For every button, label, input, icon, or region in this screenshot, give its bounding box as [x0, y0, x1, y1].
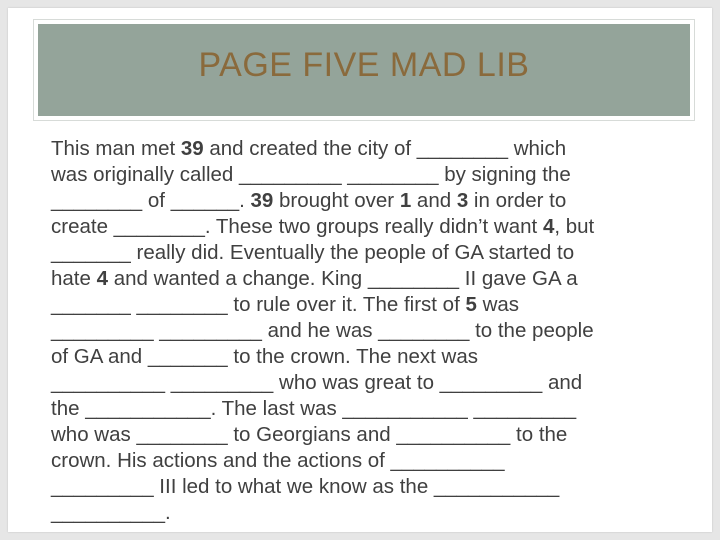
text-line: [51, 188, 691, 214]
text-segment: create ________. These two groups really didn’t want: [51, 215, 543, 238]
text-segment: the ___________. The last was ___________ _________: [51, 397, 577, 420]
text-segment: __________ _________ who was great to _________ and: [51, 371, 583, 394]
text-line: [51, 136, 691, 162]
text-line: [51, 448, 691, 474]
number-clue: 4: [542, 215, 555, 238]
text-segment: and created the city of ________ which: [203, 137, 567, 160]
text-line: [51, 266, 691, 292]
text-segment: was: [476, 293, 520, 316]
text-segment: _________ _________ and he was ________ to the people: [51, 319, 594, 342]
text-segment: who was ________ to Georgians and __________ to the: [51, 423, 568, 446]
text-segment: hate: [51, 267, 97, 290]
text-segment: __________.: [51, 501, 171, 524]
number-clue: 39: [250, 189, 274, 212]
text-line: [51, 474, 691, 500]
text-segment: crown. His actions and the actions of __________: [51, 449, 505, 472]
title-banner: [34, 20, 694, 120]
text-line: [51, 162, 691, 188]
number-clue: 5: [465, 293, 477, 316]
text-line: [51, 292, 691, 318]
text-segment: ________ of ______.: [51, 189, 251, 212]
text-line: [51, 396, 691, 422]
text-line: [51, 240, 691, 266]
text-line: [51, 500, 691, 526]
number-clue: 3: [456, 189, 469, 212]
text-segment: in order to: [468, 189, 567, 212]
text-segment: This man met: [51, 137, 181, 160]
text-segment: _________ III led to what we know as the ___________: [51, 475, 560, 498]
text-segment: of GA and _______ to the crown. The next was: [51, 345, 478, 368]
slide-title: PAGE FIVE MAD LIB: [198, 46, 530, 84]
slide: [8, 8, 712, 532]
number-clue: 1: [399, 189, 412, 212]
text-segment: _______ ________ to rule over it. The first of: [51, 293, 466, 316]
text-line: [51, 214, 691, 240]
text-line: [51, 422, 691, 448]
text-segment: and wanted a change. King ________ II gave GA a: [108, 267, 578, 290]
number-clue: 39: [180, 137, 204, 160]
mad-lib-text: [51, 136, 691, 526]
text-segment: and: [411, 189, 457, 212]
text-line: [51, 370, 691, 396]
text-segment: was originally called _________ ________ by signing the: [51, 163, 571, 186]
text-segment: _______ really did. Eventually the people of GA started to: [51, 241, 575, 264]
text-line: [51, 344, 691, 370]
text-segment: brought over: [273, 189, 400, 212]
text-line: [51, 318, 691, 344]
number-clue: 4: [96, 267, 109, 290]
text-segment: , but: [554, 215, 595, 238]
